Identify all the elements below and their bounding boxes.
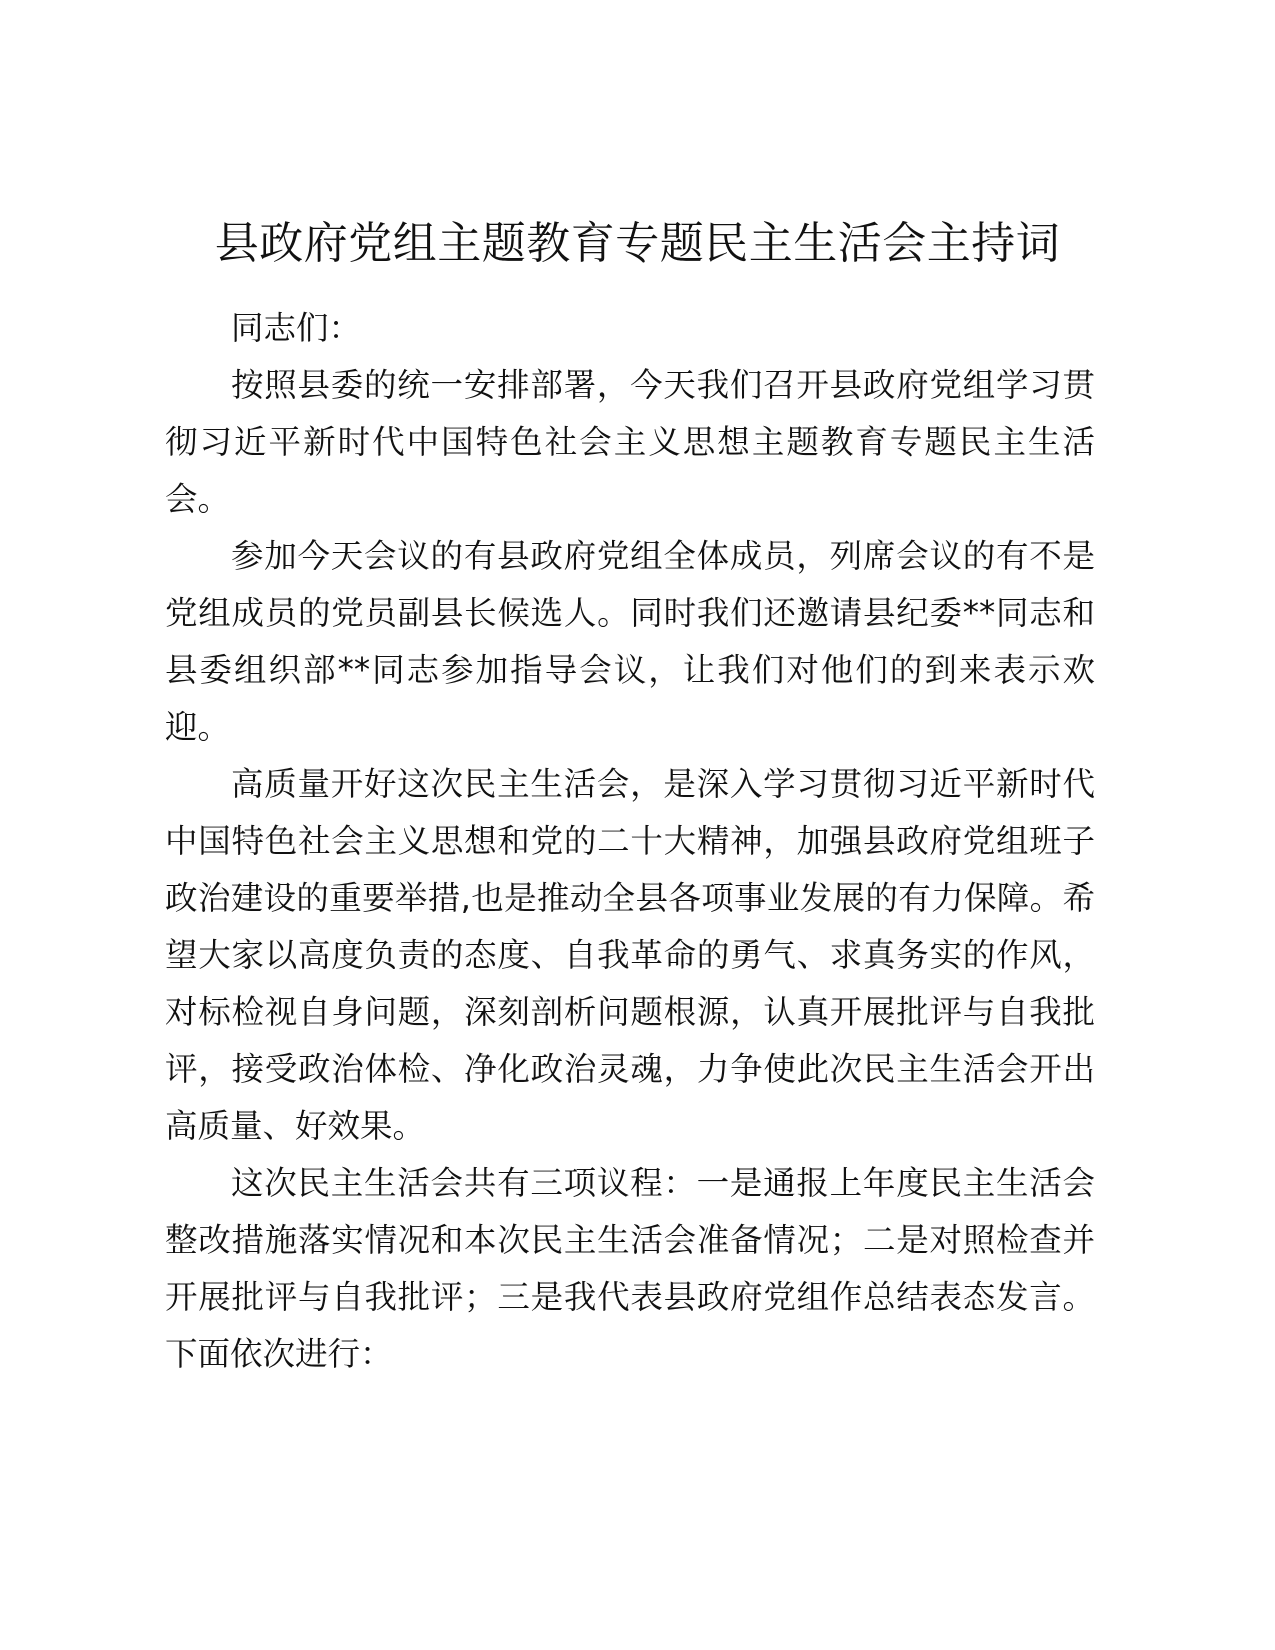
paragraph-significance: 高质量开好这次民主生活会，是深入学习贯彻习近平新时代中国特色社会主义思想和党的二十大精神，加强县政府党组班子政治建设的重要举措,也是推动全县各项事业发展的有力保障。希望大家以高度负责的态度、自我革命的勇气、求真务实的作风，对标检视自身问题，深刻剖析问题根源，认真开展批评与自我批评，接受政治体检、净化政治灵魂，力争使此次民主生活会开出高质量、好效果。 <box>165 765 1095 1145</box>
paragraph-attendees: 参加今天会议的有县政府党组全体成员，列席会议的有不是党组成员的党员副县长候选人。同时我们还邀请县纪委**同志和县委组织部**同志参加指导会议，让我们对他们的到来表示欢迎。 <box>165 537 1095 746</box>
document-body <box>165 300 1095 1383</box>
paragraph-opening: 按照县委的统一安排部署，今天我们召开县政府党组学习贯彻习近平新时代中国特色社会主义思想主题教育专题民主生活会。 <box>165 366 1095 518</box>
document-title: 县政府党组主题教育专题民主生活会主持词 <box>214 218 1061 269</box>
paragraph-salutation: 同志们： <box>231 309 362 347</box>
paragraph-agenda: 这次民主生活会共有三项议程：一是通报上年度民主生活会整改措施落实情况和本次民主生活会准备情况；二是对照检查并开展批评与自我批评；三是我代表县政府党组作总结表态发言。下面依次进行： <box>165 1164 1095 1373</box>
